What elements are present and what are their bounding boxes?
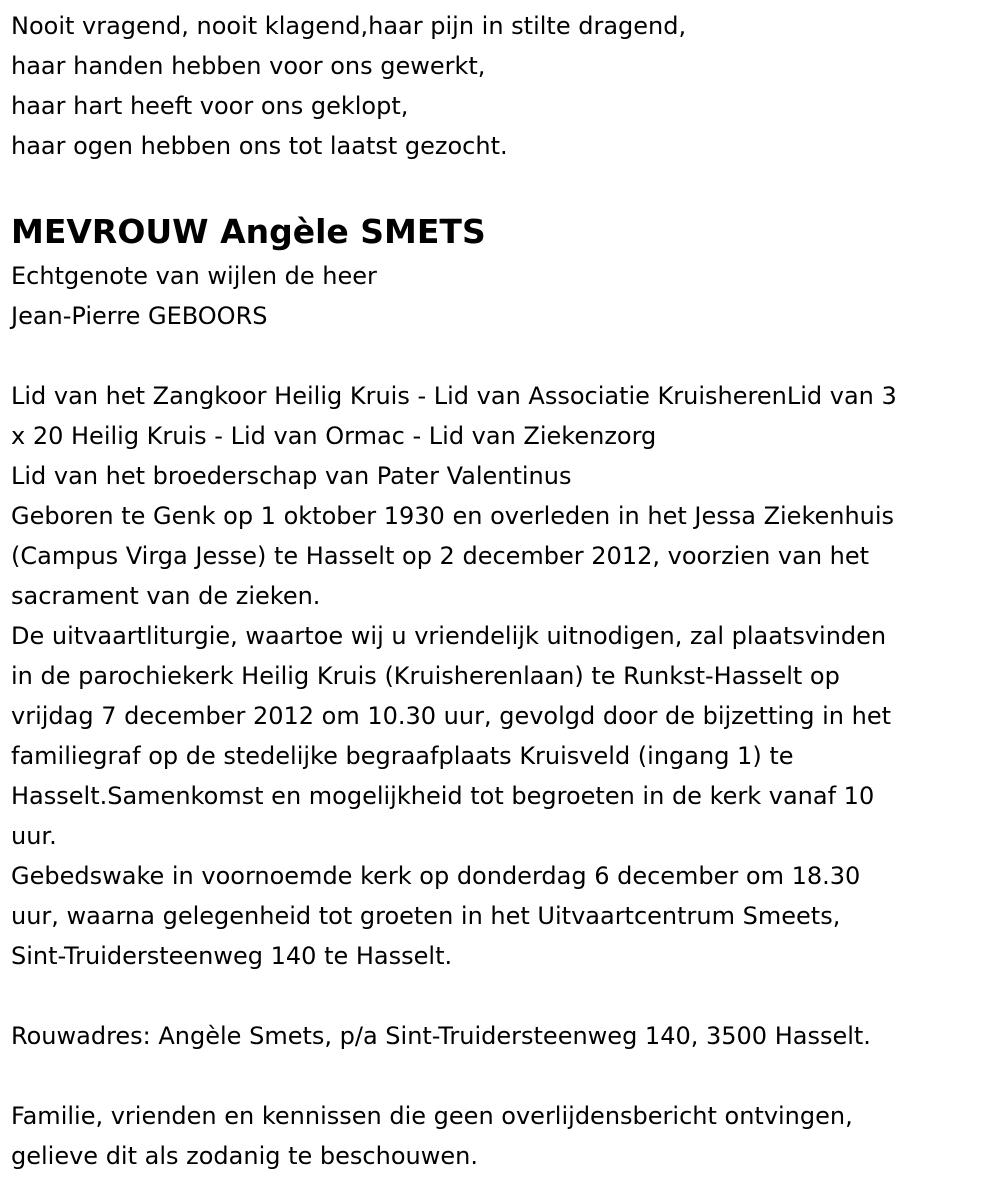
body-line: uur. (11, 822, 57, 850)
body-line: (Campus Virga Jesse) te Hasselt op 2 december 2012, voorzien van het (11, 542, 870, 570)
body-line: in de parochiekerk Heilig Kruis (Kruisherenlaan) te Runkst-Hasselt op (11, 662, 840, 690)
body-line: vrijdag 7 december 2012 om 10.30 uur, gevolgd door de bijzetting in het (11, 702, 891, 730)
body-line: Gebedswake in voornoemde kerk op donderdag 6 december om 18.30 (11, 862, 861, 890)
poem-line: haar hart heeft voor ons geklopt, (11, 92, 409, 120)
body-line: Lid van het Zangkoor Heilig Kruis - Lid van Associatie KruisherenLid van 3 (11, 382, 897, 410)
body-line: Geboren te Genk op 1 oktober 1930 en overleden in het Jessa Ziekenhuis (11, 502, 895, 530)
spacer (11, 1056, 989, 1096)
body-line: Sint-Truidersteenweg 140 te Hasselt. (11, 942, 453, 970)
spouse-info (11, 256, 989, 336)
notice-body (11, 376, 989, 976)
spouse-line: Echtgenote van wijlen de heer (11, 262, 377, 290)
poem-line: Nooit vragend, nooit klagend,haar pijn in stilte dragend, (11, 12, 687, 40)
body-line: Lid van het broederschap van Pater Valentinus (11, 462, 572, 490)
spouse-line: Jean-Pierre GEBOORS (11, 302, 268, 330)
body-line: uur, waarna gelegenheid tot groeten in het Uitvaartcentrum Smeets, (11, 902, 841, 930)
poem (11, 6, 989, 166)
spacer (11, 976, 989, 1016)
closing-line: Familie, vrienden en kennissen die geen overlijdensbericht ontvingen, (11, 1102, 853, 1130)
closing-line: gelieve dit als zodanig te beschouwen. (11, 1142, 478, 1170)
poem-line: haar handen hebben voor ons gewerkt, (11, 52, 486, 80)
body-line: familiegraf op de stedelijke begraafplaats Kruisveld (ingang 1) te (11, 742, 794, 770)
deceased-name: MEVROUW Angèle SMETS (11, 212, 486, 251)
obituary-notice (11, 6, 989, 1176)
body-line: x 20 Heilig Kruis - Lid van Ormac - Lid van Ziekenzorg (11, 422, 657, 450)
body-line: sacrament van de zieken. (11, 582, 321, 610)
body-line: Hasselt.Samenkomst en mogelijkheid tot begroeten in de kerk vanaf 10 (11, 782, 875, 810)
mourning-address: Rouwadres: Angèle Smets, p/a Sint-Truidersteenweg 140, 3500 Hasselt. (11, 1022, 871, 1050)
spacer (11, 336, 989, 376)
closing-note (11, 1096, 989, 1176)
poem-line: haar ogen hebben ons tot laatst gezocht. (11, 132, 508, 160)
body-line: De uitvaartliturgie, waartoe wij u vriendelijk uitnodigen, zal plaatsvinden (11, 622, 887, 650)
